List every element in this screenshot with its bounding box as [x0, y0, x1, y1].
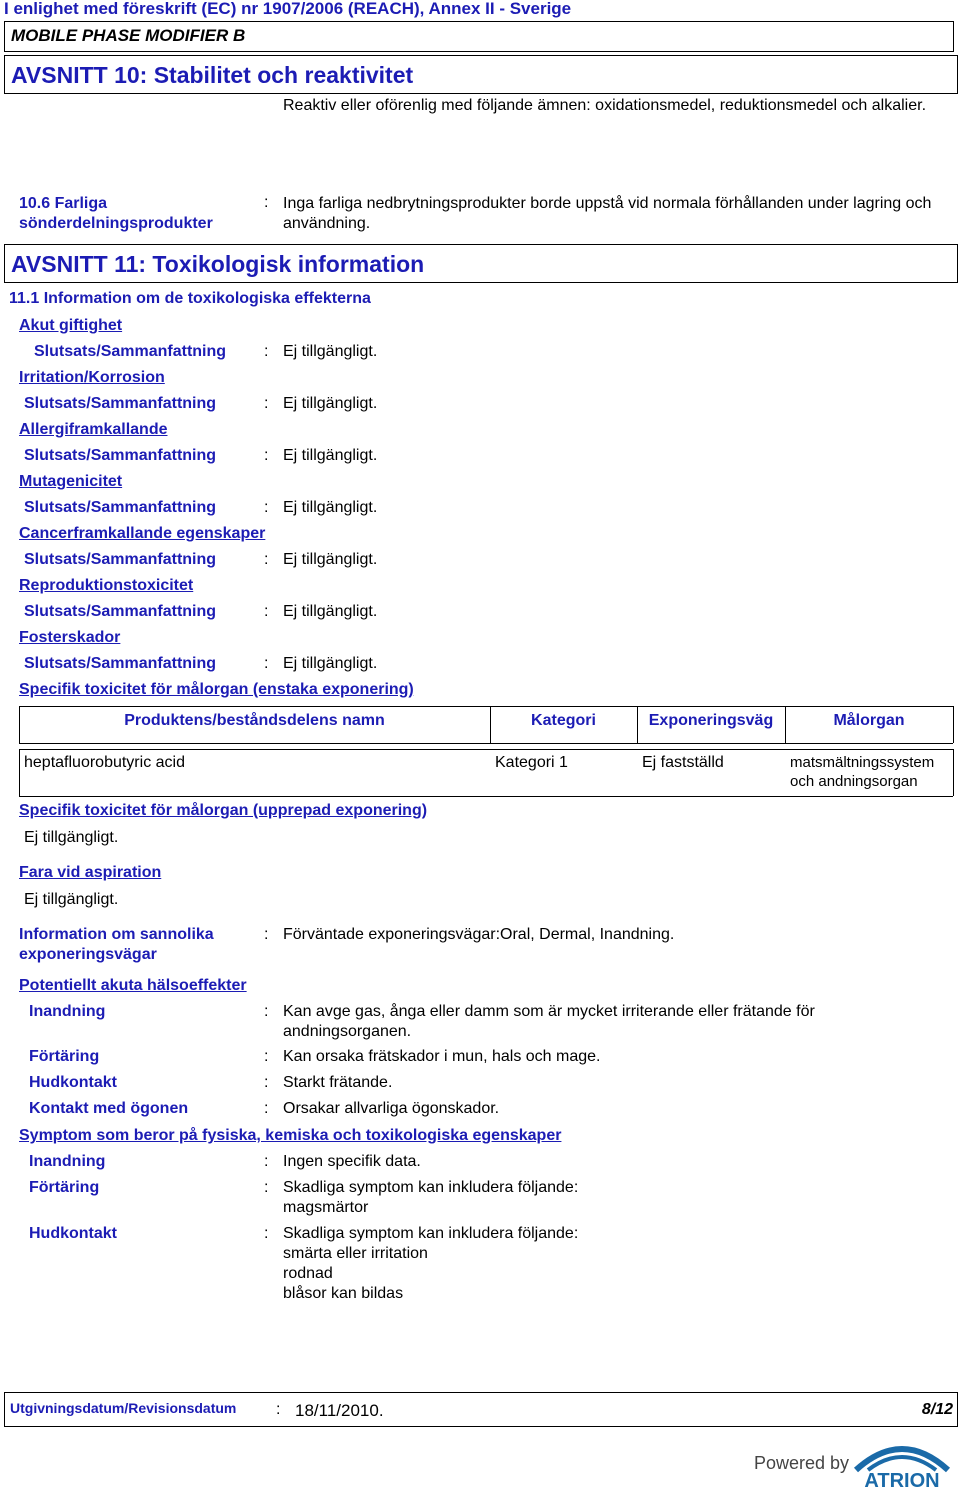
product-name-box: [4, 21, 954, 52]
acute-inhalation-label: Inandning: [29, 1003, 106, 1020]
conclusion-value: Ej tillgängligt.: [283, 395, 378, 412]
conclusion-label: Slutsats/Sammanfattning: [24, 499, 217, 516]
stot-single-title: Specifik toxicitet för målorgan (enstaka exponering): [19, 681, 414, 698]
acute-inhalation-value-2: andningsorganen.: [283, 1023, 412, 1040]
footer-date-value: 18/11/2010.: [295, 1401, 384, 1420]
conclusion-value: Ej tillgängligt.: [283, 551, 378, 568]
acute-ingestion-value: Kan orsaka frätskador i mun, hals och mage.: [283, 1048, 601, 1065]
symptoms-inhalation-label: Inandning: [29, 1153, 106, 1170]
colon: :: [264, 551, 269, 568]
product-name: MOBILE PHASE MODIFIER B: [11, 26, 246, 45]
atrion-logo-icon: [846, 1440, 958, 1490]
acute-eye-label: Kontakt med ögonen: [29, 1100, 189, 1117]
colon: :: [264, 343, 269, 360]
section-11-1-subtitle: 11.1 Information om de toxikologiska effekterna: [9, 290, 371, 307]
colon: :: [264, 1179, 269, 1196]
category-sensitisation: Allergiframkallande: [19, 421, 168, 438]
conclusion-value: Ej tillgängligt.: [283, 655, 378, 672]
table-header-category: Kategori: [531, 712, 596, 729]
category-carcinogenicity: Cancerframkallande egenskaper: [19, 525, 266, 542]
conclusion-value: Ej tillgängligt.: [283, 447, 378, 464]
category-reproductive-toxicity: Reproduktionstoxicitet: [19, 577, 194, 594]
acute-skin-value: Starkt frätande.: [283, 1074, 393, 1091]
category-teratogenicity: Fosterskador: [19, 629, 121, 646]
acute-skin-label: Hudkontakt: [29, 1074, 117, 1091]
conclusion-label: Slutsats/Sammanfattning: [34, 343, 227, 360]
colon: :: [264, 926, 269, 943]
symptoms-skin-value-2: smärta eller irritation: [283, 1245, 428, 1262]
colon: :: [264, 1100, 269, 1117]
colon: :: [264, 1074, 269, 1091]
aspiration-title: Fara vid aspiration: [19, 864, 162, 881]
acute-eye-value: Orsakar allvarliga ögonskador.: [283, 1100, 500, 1117]
conclusion-value: Ej tillgängligt.: [283, 603, 378, 620]
table-cell-organ-2: och andningsorgan: [790, 773, 918, 790]
colon: :: [264, 447, 269, 464]
stot-repeated-value: Ej tillgängligt.: [24, 829, 119, 846]
conclusion-label: Slutsats/Sammanfattning: [24, 551, 217, 568]
category-acute-toxicity: Akut giftighet: [19, 317, 123, 334]
colon: :: [264, 1225, 269, 1242]
symptoms-inhalation-value: Ingen specifik data.: [283, 1153, 421, 1170]
section-11-title: AVSNITT 11: Toxikologisk information: [11, 251, 425, 277]
powered-by-text: Powered by: [754, 1453, 850, 1473]
footer-box: [4, 1392, 958, 1427]
symptoms-skin-value-4: blåsor kan bildas: [283, 1285, 404, 1302]
exposure-routes-value: Förväntade exponeringsvägar:Oral, Dermal, Inandning.: [283, 926, 675, 943]
table-cell-organ-1: matsmältningssystem: [790, 754, 935, 771]
exposure-routes-label-1: Information om sannolika: [19, 926, 214, 943]
colon: :: [264, 603, 269, 620]
colon: :: [264, 395, 269, 412]
table-cell-route: Ej fastställd: [642, 754, 724, 771]
colon: :: [264, 194, 269, 211]
section-10-title: AVSNITT 10: Stabilitet och reaktivitet: [11, 62, 414, 88]
symptoms-ingestion-label: Förtäring: [29, 1179, 100, 1196]
colon: :: [264, 1153, 269, 1170]
page-number: 8/12: [921, 1401, 953, 1418]
symptoms-skin-value-3: rodnad: [283, 1265, 333, 1282]
exposure-routes-label-2: exponeringsvägar: [19, 946, 157, 963]
symptoms-ingestion-value-2: magsmärtor: [283, 1199, 369, 1216]
colon: :: [264, 655, 269, 672]
conclusion-label: Slutsats/Sammanfattning: [24, 395, 217, 412]
item-10-6-label-1: 10.6 Farliga: [19, 195, 108, 212]
item-10-6-value: Inga farliga nedbrytningsprodukter borde uppstå vid normala förhållanden under lagring och användning.: [283, 195, 932, 232]
table-header-name: Produktens/beståndsdelens namn: [124, 712, 385, 729]
aspiration-value: Ej tillgängligt.: [24, 891, 119, 908]
item-10-6-label-2: sönderdelningsprodukter: [19, 215, 213, 232]
colon: :: [264, 1003, 269, 1020]
table-cell-name: heptafluorobutyric acid: [24, 754, 185, 771]
acute-inhalation-value-1: Kan avge gas, ånga eller damm som är mycket irriterande eller frätande för: [283, 1003, 815, 1020]
acute-ingestion-label: Förtäring: [29, 1048, 100, 1065]
colon: :: [264, 499, 269, 516]
conclusion-label: Slutsats/Sammanfattning: [24, 447, 217, 464]
regulation-header: I enlighet med föreskrift (EC) nr 1907/2006 (REACH), Annex II - Sverige: [4, 0, 572, 18]
conclusion-value: Ej tillgängligt.: [283, 343, 378, 360]
category-mutagenicity: Mutagenicitet: [19, 473, 123, 490]
table-cell-category: Kategori 1: [495, 754, 568, 771]
category-irritation: Irritation/Korrosion: [19, 369, 165, 386]
conclusion-label: Slutsats/Sammanfattning: [24, 655, 217, 672]
section-10-title-box: [4, 55, 958, 94]
acute-effects-title: Potentiellt akuta hälsoeffekter: [19, 977, 247, 994]
atrion-brand-text: ATRION: [864, 1470, 940, 1490]
conclusion-value: Ej tillgängligt.: [283, 499, 378, 516]
table-header-route: Exponeringsväg: [648, 712, 774, 729]
symptoms-title: Symptom som beror på fysiska, kemiska och toxikologiska egenskaper: [19, 1127, 562, 1144]
incompatible-materials-text: Reaktiv eller oförenlig med följande ämnen: oxidationsmedel, reduktionsmedel och alkalier.: [283, 97, 927, 114]
symptoms-skin-value-1: Skadliga symptom kan inkludera följande:: [283, 1225, 579, 1242]
symptoms-skin-label: Hudkontakt: [29, 1225, 117, 1242]
conclusion-label: Slutsats/Sammanfattning: [24, 603, 217, 620]
colon: :: [264, 1048, 269, 1065]
section-11-title-box: [4, 244, 958, 283]
colon: :: [276, 1401, 281, 1418]
stot-repeated-title: Specifik toxicitet för målorgan (upprepad exponering): [19, 802, 428, 819]
table-header-organ: Målorgan: [833, 712, 905, 729]
symptoms-ingestion-value-1: Skadliga symptom kan inkludera följande:: [283, 1179, 579, 1196]
footer-date-label: Utgivningsdatum/Revisionsdatum: [10, 1400, 237, 1416]
